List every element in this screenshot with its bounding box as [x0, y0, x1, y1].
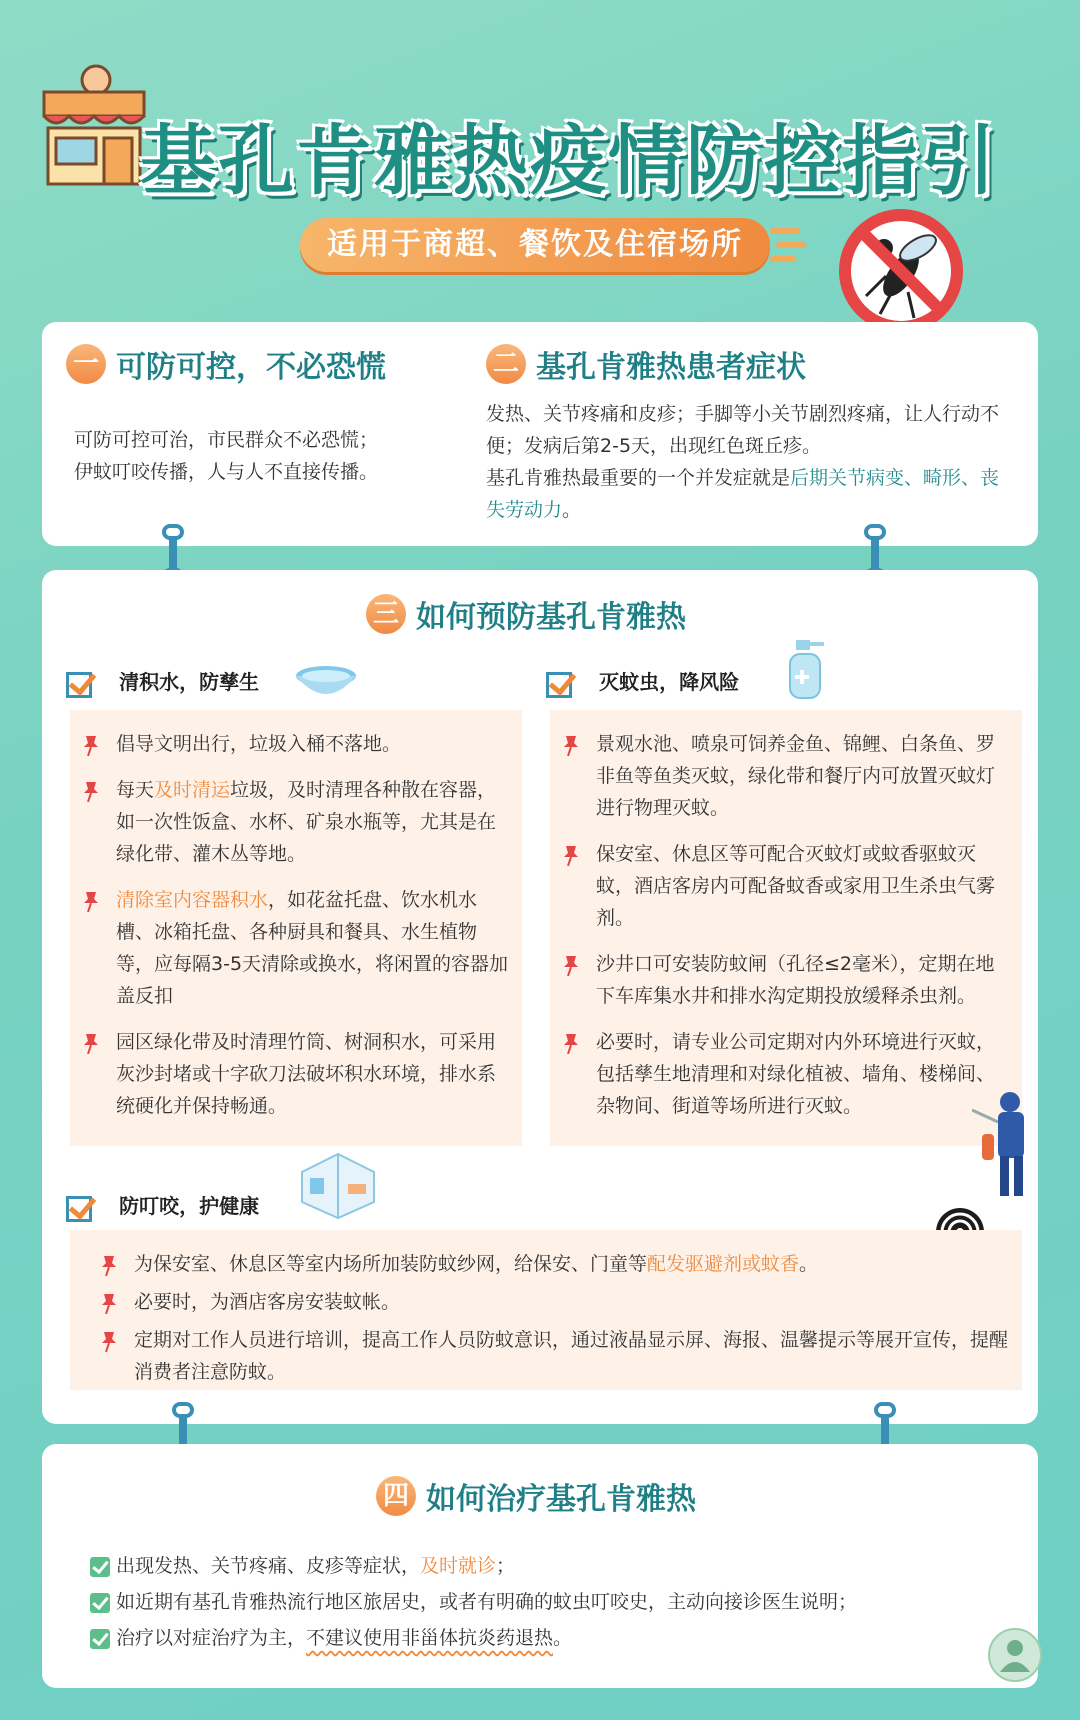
checkbox-icon: [546, 672, 572, 698]
right-list-box: [550, 710, 1022, 1146]
section3-number: 三: [366, 594, 406, 634]
bottom-item-text: 为保安室、休息区等室内场所加装防蚊纱网，给保安、门童等: [134, 1253, 648, 1275]
pushpin-icon: [100, 1254, 118, 1276]
card-intro: [42, 322, 1038, 546]
right-item-text: 景观水池、喷泉可饲养金鱼、锦鲤、白条鱼、罗非鱼等鱼类灭蚊，绿化带和餐厅内可放置灭蚊灯进行物理灭蚊。: [596, 733, 996, 819]
treatment-highlight: 及时就诊: [420, 1555, 497, 1577]
section1-number: 一: [66, 344, 106, 384]
right-list: [560, 728, 1010, 1122]
green-check-icon: [90, 1557, 110, 1577]
list-item: [98, 1324, 1010, 1388]
left-item-text: 倡导文明出行，垃圾入桶不落地。: [116, 733, 402, 755]
section1-line: 伊蚊叮咬传播，人与人不直接传播。: [74, 461, 379, 483]
card-treatment: [42, 1444, 1038, 1688]
pushpin-icon: [100, 1292, 118, 1314]
list-item: [98, 1286, 1010, 1318]
treatment-text: 如近期有基孔肯雅热流行地区旅居史，或者有明确的蚊虫叮咬史，主动向接诊医生说明；: [116, 1591, 858, 1613]
treatment-text: 。: [553, 1627, 573, 1649]
pushpin-icon: [562, 844, 580, 866]
list-item: [80, 728, 510, 760]
complication-lead: 基孔肯雅热最重要的一个并发症就是: [486, 467, 791, 489]
left-list: [80, 728, 510, 1122]
complication-highlight: 后期关节病变、畸形、丧失劳动力: [486, 467, 1000, 521]
green-check-icon: [90, 1593, 110, 1613]
section2-number: 二: [486, 344, 526, 384]
section2-title: 基孔肯雅热患者症状: [536, 350, 806, 385]
checkbox-icon: [66, 672, 92, 698]
pushpin-icon: [100, 1330, 118, 1352]
left-subheading: 清积水，防孳生: [119, 670, 260, 694]
section1-header: [66, 342, 386, 386]
water-basin-icon: [294, 662, 358, 702]
section3-header: [366, 592, 686, 636]
pushpin-icon: [82, 780, 100, 802]
left-item-highlight: 清除室内容器积水: [116, 889, 269, 911]
section1-line: 可防可控可治，市民群众不必恐慌；: [74, 429, 379, 451]
treatment-warning: 不建议使用非甾体抗炎药退热: [306, 1627, 554, 1649]
section1-title: 可防可控，不必恐慌: [116, 350, 386, 385]
list-item: [90, 1584, 970, 1620]
pushpin-icon: [562, 954, 580, 976]
page-title: 基孔肯雅热疫情防控指引: [140, 116, 998, 205]
bottom-subheading: 防叮咬，护健康: [119, 1194, 260, 1218]
section1-text: [74, 424, 474, 488]
green-check-icon: [90, 1629, 110, 1649]
subtitle-pill: 适用于商超、餐饮及住宿场所: [300, 218, 770, 272]
speed-lines-icon: [770, 220, 810, 270]
list-item: [98, 1248, 1010, 1280]
pushpin-icon: [562, 1032, 580, 1054]
left-item-text: 园区绿化带及时清理竹筒、树洞积水，可采用灰沙封堵或十字砍刀法破坏积水环境，排水系统硬化并保持畅通。: [116, 1031, 497, 1117]
left-item-text: ，如花盆托盘、饮水机水槽、冰箱托盘、各种厨具和餐具、水生植物等，应每隔3-5天清除或换水，将闲置的容器加盖反扣: [116, 889, 509, 1007]
section2-complication: [486, 462, 1014, 526]
right-item-text: 必要时，请专业公司定期对内外环境进行灭蚊，包括孳生地清理和对绿化植被、墙角、楼梯间、杂物间、街道等场所进行灭蚊。: [596, 1031, 996, 1117]
card-prevention: [42, 570, 1038, 1424]
no-mosquito-icon: [836, 206, 966, 336]
pushpin-icon: [562, 734, 580, 756]
treatment-text: 治疗以对症治疗为主，: [116, 1627, 307, 1649]
left-item-highlight: 及时清运: [154, 779, 231, 801]
right-item-text: 保安室、休息区等可配合灭蚊灯或蚊香驱蚊灭蚊，酒店客房内可配备蚊香或家用卫生杀虫气雾剂。: [596, 843, 996, 929]
treatment-text: ；: [496, 1555, 516, 1577]
list-item: [90, 1620, 970, 1656]
list-item: [560, 1026, 1010, 1122]
doctor-avatar-icon: [988, 1628, 1042, 1682]
storefront-icon: [38, 62, 148, 192]
left-item-text: 垃圾，及时清理各种散在容器，如一次性饭盒、水杯、矿泉水瓶等，尤其是在绿化带、灌木丛等地。: [116, 779, 497, 865]
section2-text: [486, 398, 1014, 526]
list-item: [560, 728, 1010, 824]
right-subheader: [546, 666, 739, 698]
left-item-text: 每天: [116, 779, 155, 801]
treatment-list: [90, 1548, 970, 1656]
list-item: [560, 948, 1010, 1012]
pushpin-icon: [82, 890, 100, 912]
section4-title: 如何治疗基孔肯雅热: [426, 1482, 696, 1517]
bottom-item-text: 。: [799, 1253, 819, 1275]
pushpin-icon: [82, 1032, 100, 1054]
list-item: [560, 838, 1010, 934]
spray-bottle-icon: [782, 636, 828, 700]
list-item: [80, 884, 510, 1012]
section2-header: [486, 342, 806, 386]
list-item: [80, 774, 510, 870]
bottom-list-box: [70, 1230, 1022, 1390]
left-list-box: [70, 710, 522, 1146]
complication-end: 。: [562, 499, 582, 521]
right-subheading: 灭蚊虫，降风险: [599, 670, 740, 694]
sprayer-worker-icon: [972, 1082, 1032, 1202]
bottom-item-text: 定期对工作人员进行培训，提高工作人员防蚊意识，通过液晶显示屏、海报、温馨提示等展开宣传，提醒消费者注意防蚊。: [134, 1329, 1009, 1383]
checkbox-icon: [66, 1196, 92, 1222]
section3-title: 如何预防基孔肯雅热: [416, 600, 686, 635]
bottom-item-text: 必要时，为酒店客房安装蚊帐。: [134, 1291, 401, 1313]
section2-symptoms: 发热、关节疼痛和皮疹；手脚等小关节剧烈疼痛，让人行动不便；发病后第2-5天，出现红色斑丘疹。: [486, 403, 1000, 457]
list-item: [80, 1026, 510, 1122]
section4-header: [376, 1474, 696, 1518]
left-subheader: [66, 666, 259, 698]
bottom-item-highlight: 配发驱避剂或蚊香: [647, 1253, 800, 1275]
section4-number: 四: [376, 1476, 416, 1516]
list-item: [90, 1548, 970, 1584]
bottom-subheader: [66, 1190, 259, 1222]
pushpin-icon: [82, 734, 100, 756]
bottom-list: [98, 1248, 1010, 1388]
right-item-text: 沙井口可安装防蚊闸（孔径≤2毫米），定期在地下车库集水井和排水沟定期投放缓释杀虫剂。: [596, 953, 995, 1007]
room-icon: [298, 1150, 378, 1220]
treatment-text: 出现发热、关节疼痛、皮疹等症状，: [116, 1555, 421, 1577]
